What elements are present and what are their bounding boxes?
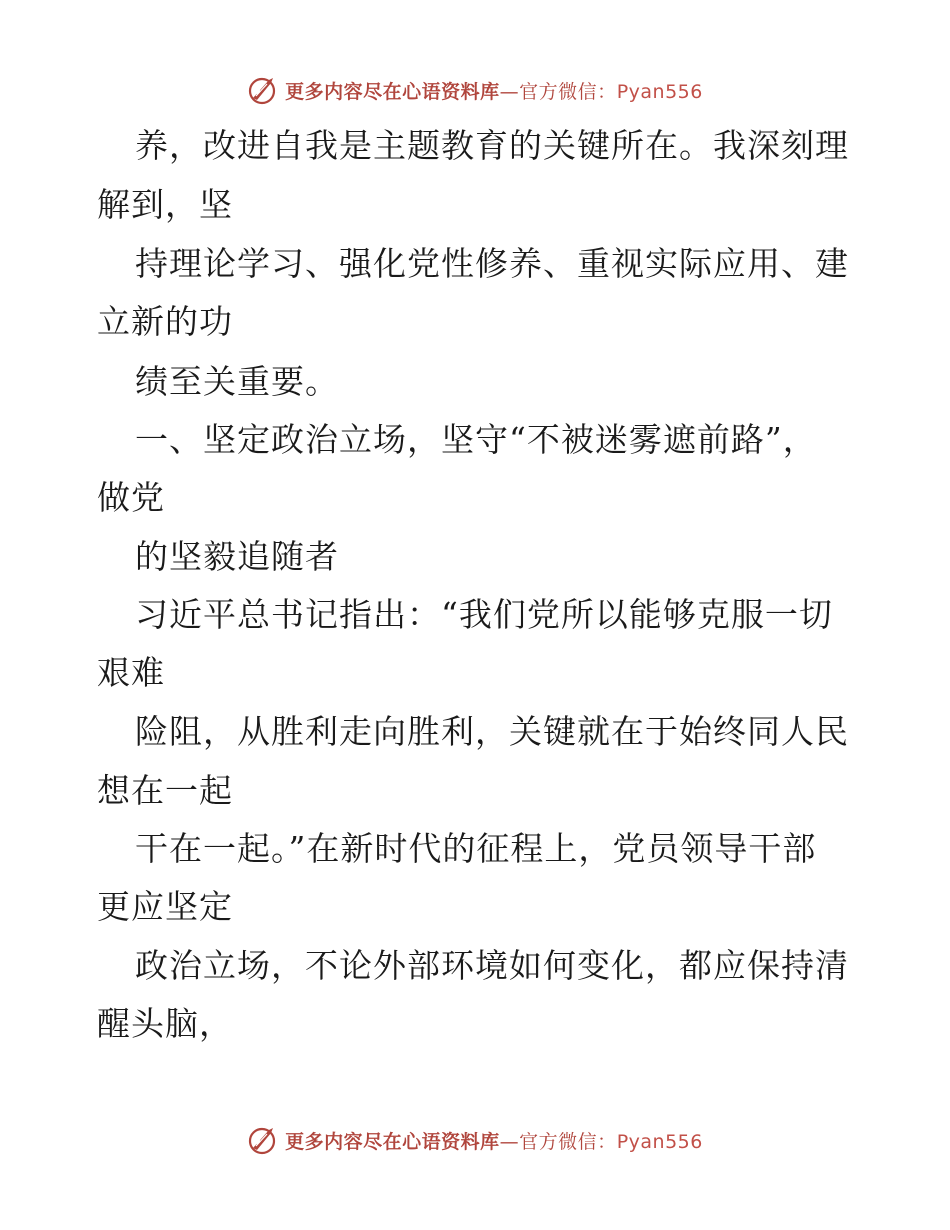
body-line: 政治立场，不论外部环境如何变化，都应保持清	[135, 946, 849, 985]
quill-pen-logo-icon	[247, 1124, 279, 1156]
body-line: 养，改进自我是主题教育的关键所在。我深刻理	[135, 126, 849, 165]
footer-banner-wechat-label: 官方微信：	[519, 1130, 617, 1153]
body-line: 解到，坚	[97, 185, 233, 224]
body-line: 更应坚定	[97, 887, 233, 926]
body-line: 干在一起。”在新时代的征程上，党员领导干部	[135, 829, 817, 868]
body-line: 一、坚定政治立场，坚守“不被迷雾遮前路”，	[135, 420, 817, 459]
body-line: 艰难	[97, 653, 165, 692]
body-line: 做党	[97, 478, 165, 517]
quill-pen-logo-icon	[247, 74, 279, 106]
footer-banner-text	[285, 1127, 703, 1154]
footer-banner-dash: —	[499, 1130, 520, 1153]
body-line: 险阻，从胜利走向胜利，关键就在于始终同人民	[135, 712, 849, 751]
body-line: 持理论学习、强化党性修养、重视实际应用、建	[135, 244, 849, 283]
body-line: 绩至关重要。	[135, 362, 339, 401]
header-banner-wechat-label: 官方微信：	[519, 80, 617, 103]
footer-banner-wechat-id: Pyan556	[616, 1130, 703, 1153]
body-line: 的坚毅追随者	[135, 537, 339, 576]
footer-banner-main: 更多内容尽在心语资料库	[285, 1130, 500, 1153]
header-banner-dash: —	[499, 80, 520, 103]
body-line: 习近平总书记指出：“我们党所以能够克服一切	[135, 595, 833, 634]
footer-banner	[0, 1118, 950, 1162]
body-line: 醒头脑，	[97, 1004, 233, 1043]
body-line: 想在一起	[97, 771, 233, 810]
header-banner-main: 更多内容尽在心语资料库	[285, 80, 500, 103]
header-banner	[0, 68, 950, 112]
body-line: 立新的功	[97, 302, 233, 341]
header-banner-wechat-id: Pyan556	[616, 80, 703, 103]
header-banner-text	[285, 77, 703, 104]
